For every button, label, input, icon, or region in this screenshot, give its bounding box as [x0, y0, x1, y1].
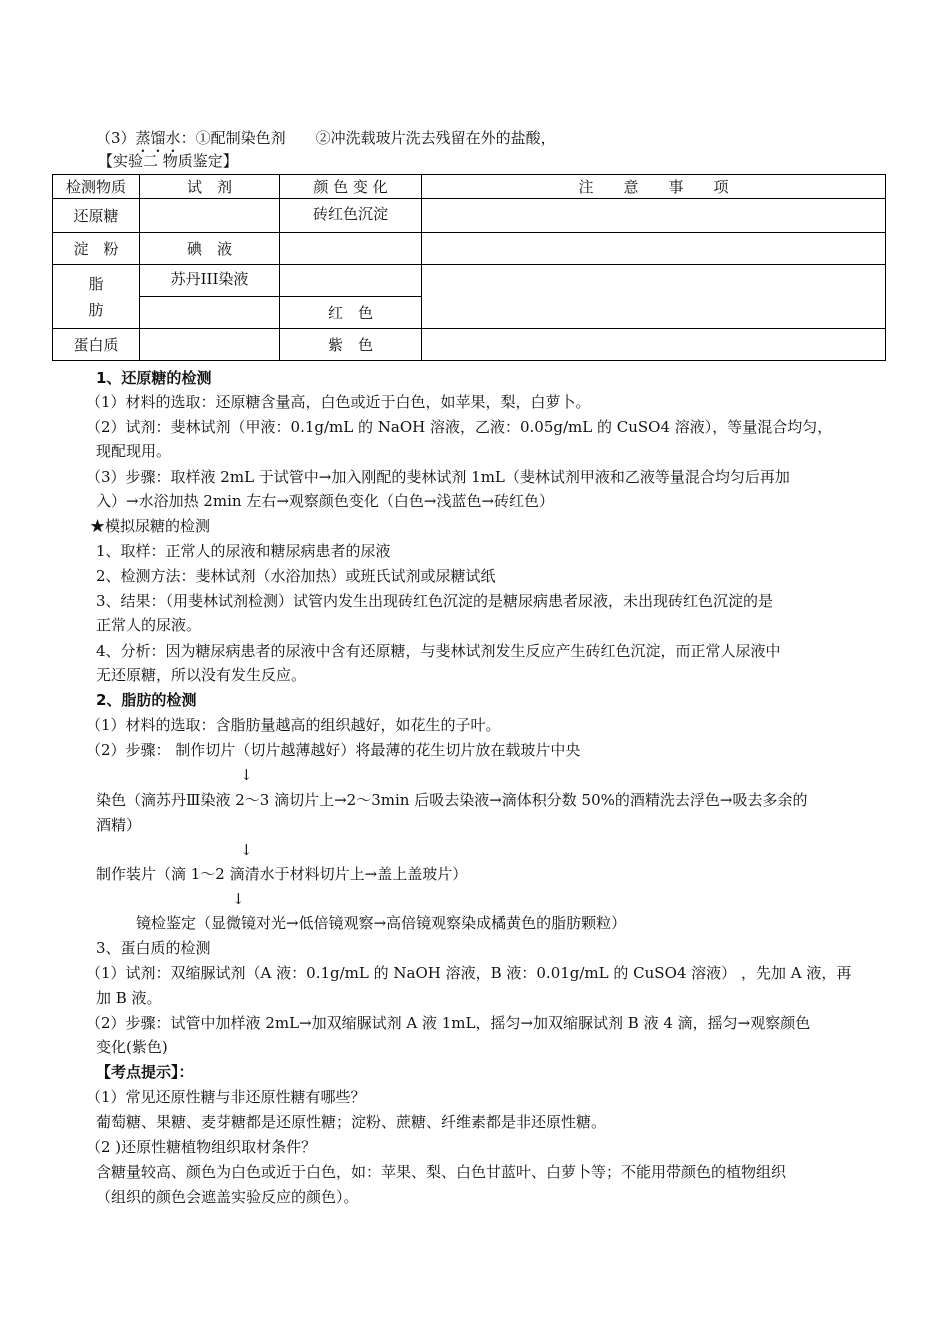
paragraph-line: 正常人的尿液。	[96, 616, 202, 634]
cell-color	[280, 265, 422, 297]
paragraph-line: （1）常见还原性糖与非还原性糖有哪些？	[86, 1088, 366, 1106]
cell-notes	[422, 233, 886, 265]
paragraph-line: 2、检测方法：斐林试剂（水浴加热）或班氏试剂或尿糖试纸	[96, 567, 496, 585]
distilled-prefix: （3）	[96, 129, 136, 147]
identification-table	[52, 174, 886, 361]
header-substance: 检测物质	[53, 175, 140, 199]
cell-reagent: 苏丹III染液	[140, 265, 280, 297]
distilled-rest: ：①配制染色剂 ②冲洗载玻片洗去残留在外的盐酸，	[180, 129, 556, 147]
paragraph-line: （2）试剂：斐林试剂（甲液：0.1g/mL 的 NaOH 溶液，乙液：0.05g/mL 的 CuSO4 溶液），等量混合均匀，	[86, 418, 833, 436]
flow-arrow-icon: ↓	[240, 841, 253, 859]
paragraph-line: （1）材料的选取：含脂肪量越高的组织越好，如花生的子叶。	[86, 716, 501, 734]
header-notes: 注 意 事 项	[422, 175, 886, 199]
cell-reagent	[140, 297, 280, 329]
header-reagent: 试 剂	[140, 175, 280, 199]
flow-arrow-icon: ↓	[232, 890, 245, 908]
cell-color: 紫 色	[280, 329, 422, 361]
table-row	[53, 233, 886, 265]
table-row	[53, 329, 886, 361]
paragraph-line: 1、取样：正常人的尿液和糖尿病患者的尿液	[96, 542, 391, 560]
cell-substance: 蛋白质	[53, 329, 140, 361]
flow-arrow-icon: ↓	[240, 766, 253, 784]
section-reducing-sugar-title: 1、还原糖的检测	[96, 369, 212, 387]
table-header-row	[53, 175, 886, 199]
experiment-two-title: 【实验二 物质鉴定】	[98, 152, 238, 170]
paragraph-line: （2）步骤：试管中加样液 2mL→加双缩脲试剂 A 液 1mL，摇匀→加双缩脲试剂 B 液 4 滴，摇匀→观察颜色	[86, 1014, 811, 1032]
section-protein-title: 3、蛋白质的检测	[96, 939, 211, 957]
section-fat-title: 2、脂肪的检测	[96, 691, 197, 709]
fat-char-1: 脂	[88, 274, 104, 293]
cell-reagent: 碘 液	[140, 233, 280, 265]
paragraph-line: 入）→水浴加热 2min 左右→观察颜色变化（白色→浅蓝色→砖红色）	[96, 492, 555, 510]
cell-notes	[422, 265, 886, 329]
paragraph-line: 含糖量较高、颜色为白色或近于白色，如：苹果、梨、白色甘蓝叶、白萝卜等；不能用带颜色的植物组织	[96, 1163, 787, 1181]
paragraph-line: 变化(紫色)	[96, 1038, 168, 1056]
section-urine-sugar-title: ★模拟尿糖的检测	[90, 517, 211, 535]
cell-color: 红 色	[280, 297, 422, 329]
cell-substance: 淀 粉	[53, 233, 140, 265]
paragraph-line: 无还原糖，所以没有发生反应。	[96, 666, 307, 684]
paragraph-line: 3、结果：（用斐林试剂检测）试管内发生出现砖红色沉淀的是糖尿病患者尿液，未出现砖红色沉淀的是	[96, 592, 774, 610]
cell-color: 砖红色沉淀	[280, 199, 422, 233]
cell-substance-fat	[53, 265, 140, 329]
paragraph-line: （1）试剂：双缩脲试剂（A 液：0.1g/mL 的 NaOH 溶液，B 液：0.01g/mL 的 CuSO4 溶液） ，先加 A 液，再	[86, 964, 852, 982]
fat-char-2: 肪	[88, 300, 104, 319]
paragraph-line: 现配现用。	[96, 442, 172, 460]
cell-notes	[422, 329, 886, 361]
cell-color	[280, 233, 422, 265]
paragraph-line: 4、分析：因为糖尿病患者的尿液中含有还原糖，与斐林试剂发生反应产生砖红色沉淀，而正常人尿液中	[96, 642, 781, 660]
paragraph-line: 染色（滴苏丹Ⅲ染液 2～3 滴切片上→2～3min 后吸去染液→滴体积分数 50%的酒精洗去浮色→吸去多余的	[96, 791, 808, 809]
distilled-dotted-term: 蒸馏水	[135, 129, 181, 147]
paragraph-line: 加 B 液。	[96, 989, 162, 1007]
paragraph-line: 镜检鉴定（显微镜对光→低倍镜观察→高倍镜观察染成橘黄色的脂肪颗粒）	[136, 914, 627, 932]
paragraph-line: （1）材料的选取：还原糖含量高，白色或近于白色，如苹果，梨，白萝卜。	[86, 393, 591, 411]
paragraph-line: （组织的颜色会遮盖实验反应的颜色）。	[96, 1188, 359, 1206]
paragraph-line: （2）步骤： 制作切片（切片越薄越好）将最薄的花生切片放在载玻片中央	[86, 741, 581, 759]
header-color-change: 颜 色 变 化	[280, 175, 422, 199]
cell-reagent	[140, 199, 280, 233]
cell-notes	[422, 199, 886, 233]
cell-reagent	[140, 329, 280, 361]
table-row	[53, 199, 886, 233]
paragraph-line: 制作装片（滴 1～2 滴清水于材料切片上→盖上盖玻片）	[96, 865, 468, 883]
tips-title: 【考点提示】：	[96, 1063, 194, 1081]
paragraph-line: 葡萄糖、果糖、麦芽糖都是还原性糖；淀粉、蔗糖、纤维素都是非还原性糖。	[96, 1113, 607, 1131]
paragraph-line: 酒精）	[96, 816, 142, 834]
table-row	[53, 265, 886, 297]
paragraph-line: （2 )还原性糖植物组织取材条件？	[86, 1138, 317, 1156]
paragraph-line: （3）步骤：取样液 2mL 于试管中→加入刚配的斐林试剂 1mL（斐林试剂甲液和乙液等量混合均匀后再加	[86, 468, 790, 486]
cell-substance: 还原糖	[53, 199, 140, 233]
